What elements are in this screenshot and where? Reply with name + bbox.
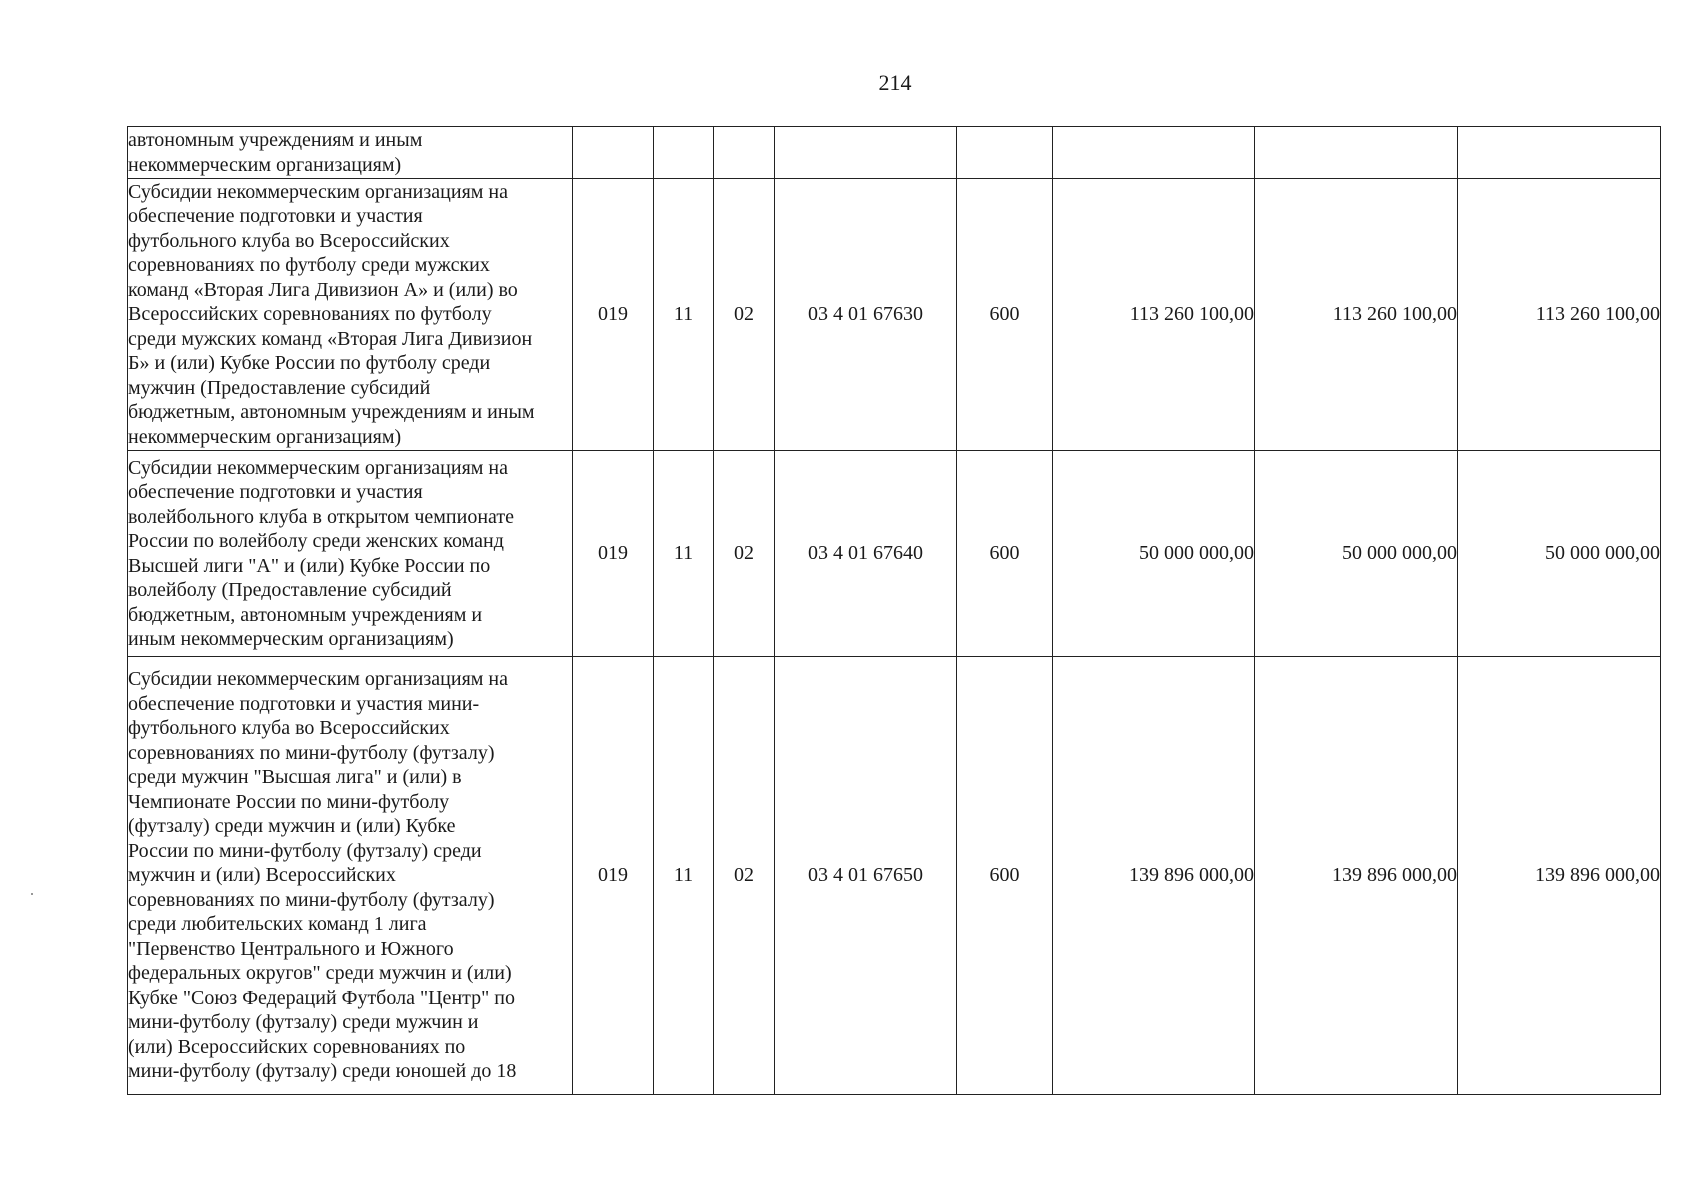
budget-table bbox=[127, 126, 1661, 1095]
grbs-code: 019 bbox=[573, 657, 654, 1095]
subsection-code: 02 bbox=[714, 451, 775, 657]
amount-year-1: 113 260 100,00 bbox=[1053, 179, 1255, 451]
amount-year-1: 50 000 000,00 bbox=[1053, 451, 1255, 657]
amount-year-3: 50 000 000,00 bbox=[1458, 451, 1661, 657]
expense-type-code: 600 bbox=[957, 657, 1053, 1095]
table-row bbox=[128, 179, 1661, 451]
expense-type-code: 600 bbox=[957, 179, 1053, 451]
amount-year-2: 50 000 000,00 bbox=[1255, 451, 1458, 657]
amount-year-3: 113 260 100,00 bbox=[1458, 179, 1661, 451]
expense-type-code: 600 bbox=[957, 451, 1053, 657]
grbs-code: 019 bbox=[573, 179, 654, 451]
amount-year-2 bbox=[1255, 127, 1458, 179]
expense-type-code bbox=[957, 127, 1053, 179]
target-article-code bbox=[775, 127, 957, 179]
section-code: 11 bbox=[654, 451, 714, 657]
section-code: 11 bbox=[654, 179, 714, 451]
amount-year-1: 139 896 000,00 bbox=[1053, 657, 1255, 1095]
page-number: 214 bbox=[878, 70, 912, 95]
table-row bbox=[128, 657, 1661, 1095]
row-description: Субсидии некоммерческим организациям на обеспечение подготовки и участия футбольного клуба во Всероссийских соревнованиях по футболу среди мужских команд «Вторая Лига Дивизион А» и (или) во Всероссийских соревнованиях по футболу среди мужских команд «Вторая Лига Дивизион Б» и (или) Кубке России по футболу среди мужчин (Предоставление субсидий бюджетным, автономным учреждениям и иным некоммерческим организациям) bbox=[128, 179, 573, 451]
table-row bbox=[128, 451, 1661, 657]
row-description: автономным учреждениям и иным некоммерческим организациям) bbox=[128, 127, 573, 179]
row-description: Субсидии некоммерческим организациям на обеспечение подготовки и участия волейбольного клуба в открытом чемпионате России по волейболу среди женских команд Высшей лиги "А" и (или) Кубке России по волейболу (Предоставление субсидий бюджетным, автономным учреждениям и иным некоммерческим организациям) bbox=[128, 451, 573, 657]
row-description: Субсидии некоммерческим организациям на обеспечение подготовки и участия мини- футбольного клуба во Всероссийских соревнованиях по мини-футболу (футзалу) среди мужчин "Высшая лига" и (или) в Чемпионате России по мини-футболу (футзалу) среди мужчин и (или) Кубке России по мини-футболу (футзалу) среди мужчин и (или) Всероссийских соревнованиях по мини-футболу (футзалу) среди любительских команд 1 лига "Первенство Центрального и Южного федеральных округов" среди мужчин и (или) Кубке "Союз Федераций Футбола "Центр" по мини-футболу (футзалу) среди мужчин и (или) Всероссийских соревнованиях по мини-футболу (футзалу) среди юношей до 18 bbox=[128, 657, 573, 1095]
amount-year-3 bbox=[1458, 127, 1661, 179]
grbs-code bbox=[573, 127, 654, 179]
amount-year-2: 139 896 000,00 bbox=[1255, 657, 1458, 1095]
amount-year-3: 139 896 000,00 bbox=[1458, 657, 1661, 1095]
target-article-code: 03 4 01 67640 bbox=[775, 451, 957, 657]
subsection-code: 02 bbox=[714, 657, 775, 1095]
amount-year-1 bbox=[1053, 127, 1255, 179]
grbs-code: 019 bbox=[573, 451, 654, 657]
target-article-code: 03 4 01 67650 bbox=[775, 657, 957, 1095]
subsection-code bbox=[714, 127, 775, 179]
scan-speck bbox=[31, 893, 33, 895]
target-article-code: 03 4 01 67630 bbox=[775, 179, 957, 451]
table-row bbox=[128, 127, 1661, 179]
section-code: 11 bbox=[654, 657, 714, 1095]
subsection-code: 02 bbox=[714, 179, 775, 451]
amount-year-2: 113 260 100,00 bbox=[1255, 179, 1458, 451]
section-code bbox=[654, 127, 714, 179]
